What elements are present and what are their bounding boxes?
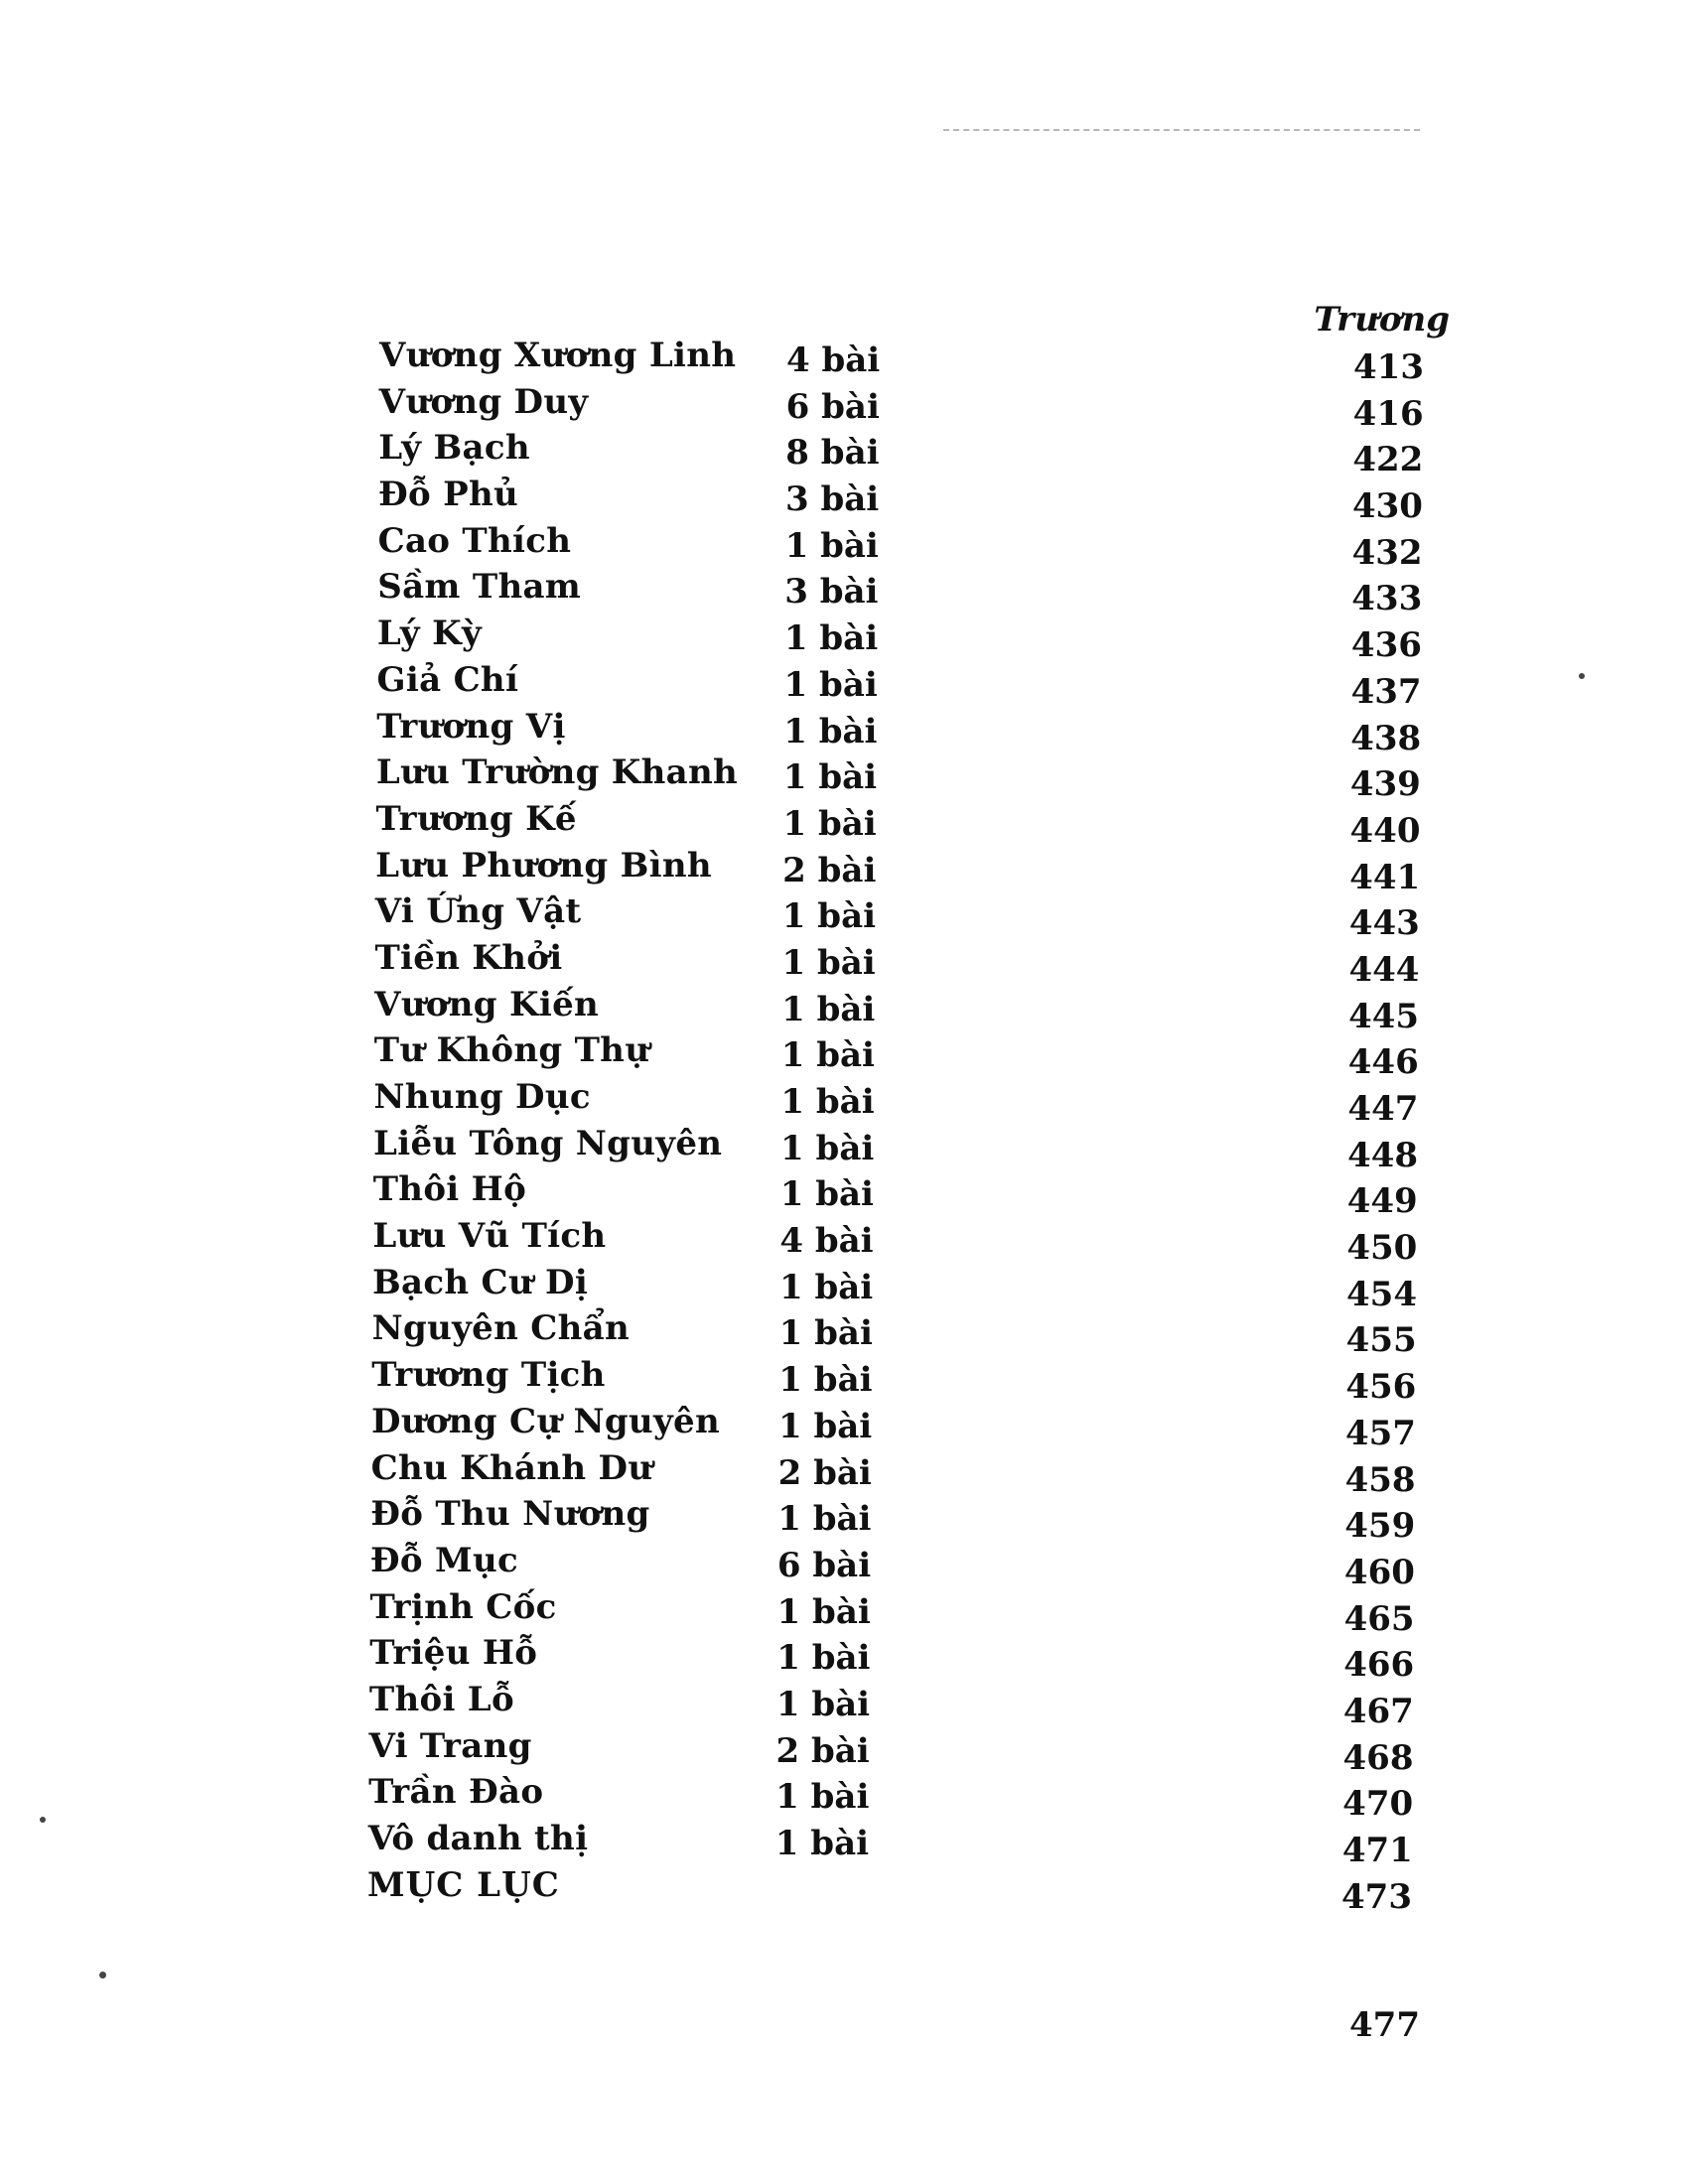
toc-author-name: Thôi Hộ [372, 1169, 527, 1210]
toc-poem-count: 6 bài [785, 386, 880, 427]
toc-row [367, 336, 1430, 387]
toc-poem-count: 1 bài [783, 664, 878, 705]
toc-author-name: Triệu Hỗ [369, 1633, 538, 1674]
toc-author-name: Giả Chí [376, 659, 519, 700]
toc-author-name: Lý Kỳ [376, 614, 482, 654]
toc-author-name: Trần Đào [368, 1772, 544, 1813]
toc-poem-count: 1 bài [780, 1082, 875, 1122]
toc-poem-count: 1 bài [783, 618, 879, 659]
toc-page-number: 459 [1344, 1506, 1416, 1547]
toc-page-number: 443 [1348, 903, 1420, 944]
toc-page-number: 448 [1347, 1135, 1419, 1175]
toc-page-number: 450 [1346, 1228, 1418, 1269]
toc-row [358, 1540, 1421, 1592]
toc-poem-count: 1 bài [780, 1035, 875, 1076]
toc-author-name: Vi Ứng Vật [374, 891, 582, 932]
toc-author-name: Cao Thích [377, 520, 572, 561]
toc-page-number: 473 [1341, 1876, 1412, 1917]
toc-author-name: Thôi Lỗ [368, 1679, 514, 1719]
toc-row [361, 1123, 1424, 1175]
toc-row [358, 1494, 1421, 1547]
toc-author-name: Trương Kế [375, 798, 577, 839]
toc-page-number: 470 [1342, 1784, 1414, 1825]
toc-row [362, 937, 1425, 990]
toc-row [356, 1819, 1419, 1870]
toc-poem-count: 2 bài [782, 850, 877, 890]
toc-row [363, 845, 1426, 897]
scan-speck [1579, 673, 1585, 679]
toc-author-name: Trương Tịch [371, 1355, 606, 1396]
toc-row [359, 1401, 1422, 1453]
toc-author-name: Vô danh thị [367, 1819, 589, 1858]
toc-poem-count: 1 bài [781, 989, 876, 1029]
toc-page-number: 445 [1348, 996, 1420, 1036]
toc-author-name: Lý Bạch [378, 428, 530, 469]
toc-page-number: 457 [1344, 1413, 1416, 1453]
toc-row [366, 475, 1429, 527]
toc-row [360, 1308, 1423, 1361]
toc-poem-count: 1 bài [784, 525, 879, 566]
page-number: 477 [1349, 2005, 1420, 2045]
toc-row [366, 520, 1429, 573]
toc-author-name: Vi Trang [368, 1725, 532, 1766]
toc-page-number: 422 [1352, 440, 1424, 480]
toc-page-number: 439 [1349, 764, 1421, 805]
toc-page-number: 468 [1342, 1737, 1414, 1778]
toc-row [359, 1355, 1422, 1408]
toc-poem-count: 8 bài [785, 433, 880, 474]
toc-author-name: Vương Xương Linh [379, 336, 737, 375]
toc-page-number: 438 [1350, 718, 1422, 758]
toc-poem-count: 6 bài [776, 1545, 872, 1585]
toc-page-number: 433 [1351, 579, 1423, 619]
toc-author-name: Vương Duy [378, 381, 589, 422]
toc-author-name: Tư Không Thự [373, 1030, 650, 1071]
toc-page-number: 454 [1346, 1274, 1417, 1314]
toc-poem-count: 1 bài [781, 942, 876, 983]
toc-page-number: 455 [1345, 1320, 1417, 1361]
toc-page-number: 444 [1348, 949, 1420, 990]
toc-row [361, 1077, 1424, 1129]
toc-row [364, 752, 1427, 805]
toc-row [357, 1725, 1420, 1778]
toc-page-number: 441 [1349, 857, 1421, 897]
toc-poem-count: 1 bài [774, 1824, 870, 1863]
toc-row [362, 984, 1425, 1036]
toc-poem-count: 1 bài [781, 896, 877, 937]
toc-author-name: Đỗ Mục [369, 1540, 518, 1580]
toc-page-number: 449 [1346, 1181, 1418, 1222]
toc-author-name: Đỗ Phủ [377, 475, 518, 515]
toc-page-number: 437 [1350, 671, 1422, 712]
toc-page-number: 465 [1343, 1598, 1415, 1639]
table-of-contents [367, 336, 1430, 1917]
toc-poem-count: 1 bài [776, 1638, 871, 1679]
toc-row [364, 706, 1427, 758]
toc-row [367, 381, 1430, 434]
toc-poem-count: 1 bài [782, 803, 877, 844]
toc-page-number: 460 [1343, 1552, 1415, 1592]
toc-author-name: Lưu Vũ Tích [372, 1216, 607, 1257]
toc-page-number: 466 [1343, 1645, 1415, 1686]
toc-author-name: Chu Khánh Dư [370, 1447, 653, 1488]
toc-poem-count: 1 bài [776, 1591, 871, 1632]
toc-poem-count: 1 bài [775, 1777, 870, 1818]
toc-page-number: 440 [1349, 810, 1421, 851]
toc-author-name: Trịnh Cốc [369, 1586, 557, 1627]
toc-row [360, 1262, 1423, 1314]
toc-row [357, 1679, 1420, 1731]
toc-row [365, 614, 1428, 666]
toc-author-name: Liễu Tông Nguyên [373, 1123, 723, 1163]
page-column-heading: Trương [1314, 300, 1450, 340]
scan-speck [99, 1972, 106, 1979]
toc-poem-count: 2 bài [775, 1730, 870, 1771]
toc-poem-count: 1 bài [779, 1174, 874, 1215]
toc-row [361, 1169, 1424, 1222]
toc-poem-count: 3 bài [784, 479, 880, 520]
toc-row [364, 798, 1427, 851]
toc-row [359, 1447, 1422, 1500]
toc-author-name: Dương Cự Nguyên [370, 1401, 720, 1441]
toc-poem-count: 1 bài [782, 757, 878, 798]
toc-page-number: 432 [1351, 532, 1423, 573]
toc-author-name: Tiền Khởi [374, 937, 563, 978]
toc-page-number: 446 [1347, 1042, 1419, 1083]
toc-row [365, 567, 1428, 619]
toc-page-number: 458 [1344, 1459, 1416, 1500]
toc-row [358, 1586, 1421, 1639]
toc-page-number: 416 [1352, 393, 1424, 434]
scan-speck [40, 1817, 46, 1823]
toc-contents-label: MỤC LỤC [367, 1864, 560, 1905]
toc-author-name: Lưu Trường Khanh [375, 752, 739, 793]
toc-row [365, 659, 1428, 712]
toc-author-name: Lưu Phương Bình [375, 845, 712, 886]
toc-poem-count: 1 bài [783, 711, 878, 751]
toc-row [356, 1772, 1419, 1825]
toc-page-number: 456 [1345, 1367, 1417, 1408]
toc-poem-count: 4 bài [779, 1221, 874, 1262]
toc-poem-count: 2 bài [777, 1452, 872, 1493]
toc-poem-count: 1 bài [777, 1406, 873, 1446]
toc-author-name: Sầm Tham [377, 567, 582, 608]
toc-row [363, 891, 1426, 944]
toc-poem-count: 1 bài [778, 1360, 873, 1401]
toc-page-number: 413 [1353, 347, 1424, 387]
toc-row [362, 1030, 1425, 1083]
toc-poem-count: 1 bài [777, 1499, 872, 1540]
toc-page-number: 447 [1347, 1089, 1419, 1129]
toc-page-number: 430 [1351, 486, 1423, 527]
toc-row [357, 1633, 1420, 1686]
toc-author-name: Nhung Dục [373, 1077, 591, 1117]
toc-author-name: Bạch Cư Dị [372, 1262, 589, 1302]
toc-poem-count: 3 bài [784, 572, 879, 613]
toc-poem-count: 4 bài [786, 341, 881, 380]
toc-row [366, 428, 1429, 480]
toc-author-name: Nguyên Chẩn [371, 1308, 631, 1349]
toc-poem-count: 1 bài [775, 1684, 871, 1724]
toc-poem-count: 1 bài [780, 1128, 875, 1168]
toc-poem-count: 1 bài [779, 1267, 874, 1307]
toc-row-contents [355, 1864, 1418, 1917]
toc-page-number: 436 [1350, 625, 1422, 666]
toc-author-name: Vương Kiến [374, 984, 600, 1024]
toc-author-name: Đỗ Thu Nương [370, 1494, 650, 1535]
toc-poem-count: 1 bài [778, 1313, 873, 1354]
faded-header-rule [943, 129, 1420, 133]
toc-row [360, 1216, 1423, 1269]
toc-page-number: 471 [1341, 1831, 1413, 1870]
toc-author-name: Trương Vị [376, 706, 566, 747]
toc-page-number: 467 [1342, 1691, 1414, 1731]
